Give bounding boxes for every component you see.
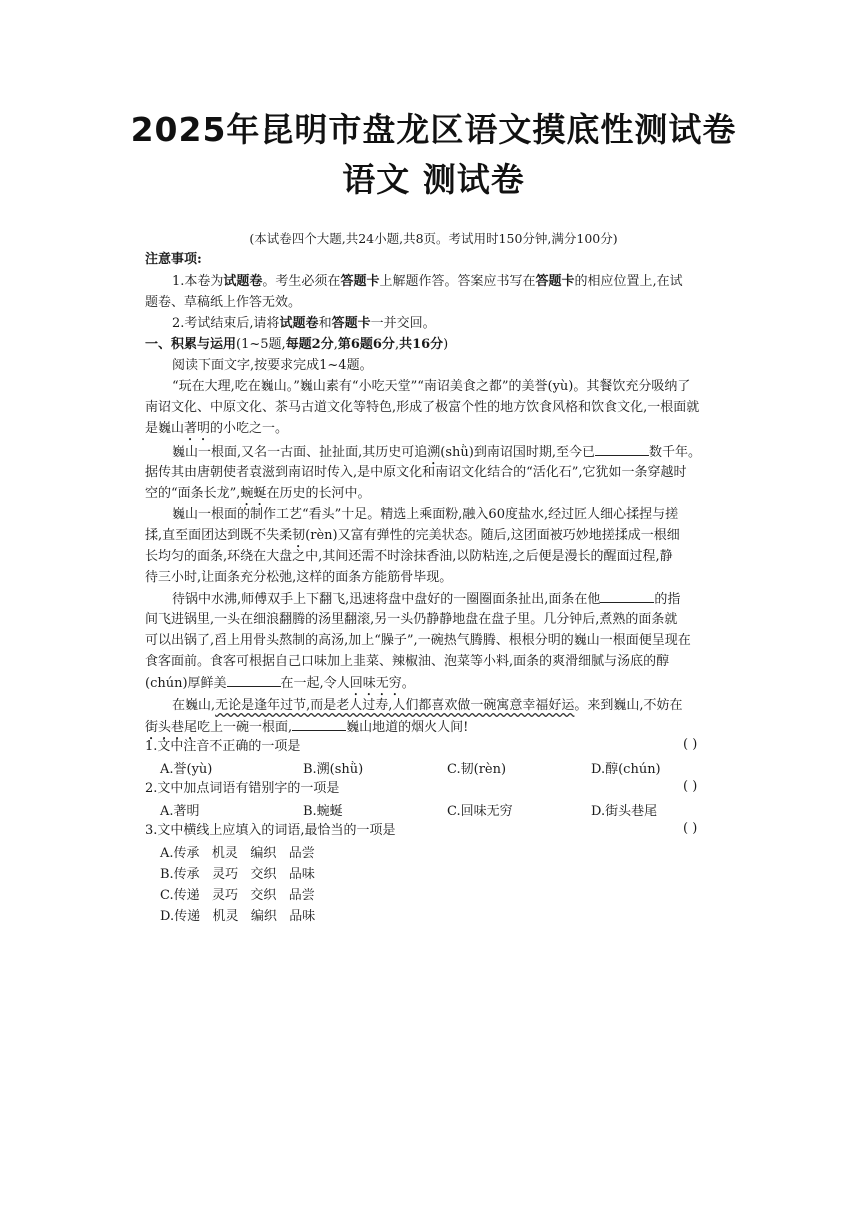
- passage-line: 间飞进锅里,一头在细浪翻腾的汤里翻滚,另一头仍静静地盘在盘子里。几分钟后,煮熟的面条就: [145, 612, 678, 627]
- passage-text: 数千年。: [648, 445, 701, 460]
- answer-paren-2[interactable]: ( ): [683, 779, 698, 794]
- note-text: 。考生必须在: [262, 274, 341, 289]
- passage-text: (rèn)又富有弹性的完美状态。随后,这团面被巧妙地搓揉成一根细: [305, 528, 680, 543]
- passage-line: [145, 419, 288, 444]
- reading-instruction: 阅读下面文字,按要求完成1~4题。: [172, 358, 373, 373]
- passage-text: 巍山一根面,又名一古面、扯扯面,其历史可追: [172, 445, 428, 460]
- section-text: ,: [333, 337, 338, 352]
- answer-paren-3[interactable]: ( ): [683, 821, 698, 836]
- option-2a[interactable]: A.著明: [160, 804, 200, 819]
- option-3b[interactable]: B.传承 灵巧 交织 品味: [160, 867, 315, 882]
- section-text: 第6题6分: [337, 337, 395, 352]
- option-1c[interactable]: C.韧(rèn): [447, 762, 507, 777]
- section-text: 一、积累与运用: [145, 337, 237, 352]
- dotted-word: 回味无穷: [349, 676, 402, 691]
- passage-text: 的小吃之一。: [210, 421, 289, 436]
- exam-title: 2025年昆明市盘龙区语文摸底性测试卷: [130, 110, 737, 149]
- dotted-word: 蜿蜒: [240, 486, 267, 501]
- notes-heading: 注意事项:: [145, 252, 202, 267]
- passage-text: 的指: [654, 592, 681, 607]
- answer-paren-1[interactable]: ( ): [683, 737, 698, 752]
- passage-text: 揉,直至面团达到既不失柔: [145, 528, 293, 543]
- note-text: 上解题作答。答案应书写在: [379, 274, 536, 289]
- note-bold: 试题卷: [223, 274, 263, 289]
- passage-text: 空的“面条长龙”,: [145, 486, 241, 501]
- option-2b[interactable]: B.蜿蜒: [303, 804, 343, 819]
- passage-text: 在一起,令人: [280, 676, 350, 691]
- passage-text: 在历史的长河中。: [266, 486, 371, 501]
- passage-line: “玩在大理,吃在巍山。”巍山素有“小吃天堂”“南诏美食之都”的美誉(yù)。其餐饮充分吸纳了: [172, 379, 691, 394]
- passage-line: 据传其由唐朝使者袁滋到南诏时传入,是中原文化和南诏文化结合的“活化石”,它犹如一条穿越时: [145, 465, 687, 480]
- note-text: 2.考试结束后,请将: [172, 316, 280, 331]
- option-1d[interactable]: D.醇(chún): [591, 762, 661, 777]
- option-1b[interactable]: B.溯(shǜ): [303, 762, 364, 777]
- fill-blank-2[interactable]: [600, 589, 654, 603]
- option-2d[interactable]: D.街头巷尾: [591, 804, 658, 819]
- option-3c[interactable]: C.传递 灵巧 交织 品尝: [160, 888, 315, 903]
- passage-line: 食客面前。食客可根据自己口味加上韭菜、辣椒油、泡菜等小料,面条的爽滑细腻与汤底的醇: [145, 654, 670, 669]
- fill-blank-1[interactable]: [595, 442, 649, 456]
- section-text: 每题2分: [285, 337, 334, 352]
- option-1a[interactable]: A.誉(yù): [160, 762, 213, 777]
- note-text: 的相应位置上,在试: [574, 274, 683, 289]
- passage-text: (chún)厚鲜美: [145, 676, 227, 691]
- passage-text: 是巍山: [145, 421, 185, 436]
- note-bold: 答题卡: [535, 274, 575, 289]
- question-1-stem: 1.文中注音不正确的一项是: [145, 739, 301, 754]
- exam-info: (本试卷四个大题,共24小题,共8页。考试用时150分钟,满分100分): [249, 231, 618, 246]
- passage-line: [172, 589, 680, 610]
- passage-text: 在巍山,: [172, 698, 216, 713]
- note-1-cont: 题卷、草稿纸上作答无效。: [145, 295, 302, 310]
- section-text: 共16分: [399, 337, 444, 352]
- note-bold: 答题卡: [331, 316, 371, 331]
- passage-text: 巍山地道的烟火人间!: [346, 720, 469, 735]
- passage-text: 待锅中水沸,师傅双手上下翻飞,迅速将盘中盘好的一圈圈面条扯出,面条在他: [172, 592, 601, 607]
- wavy-underlined-sentence: 无论是逢年过节,而是老人过寿,人们都喜欢做一碗寓意幸福好运: [215, 698, 575, 713]
- option-3d[interactable]: D.传递 机灵 编织 品味: [160, 909, 316, 924]
- note-text: 1.本卷为: [172, 274, 224, 289]
- passage-text: 。来到巍山,不妨在: [574, 698, 683, 713]
- passage-text: 。: [401, 676, 415, 691]
- fill-blank-4[interactable]: [292, 717, 346, 731]
- option-2c[interactable]: C.回味无穷: [447, 804, 513, 819]
- passage-line: 可以出锅了,舀上用骨头熬制的高汤,加上“臊子”,一碗热气腾腾、根根分明的巍山一根面便呈现在: [145, 633, 691, 648]
- passage-line: 待三小时,让面条充分松弛,这样的面条方能筋骨毕现。: [145, 570, 453, 585]
- note-1: [172, 272, 683, 292]
- section-text: (1~5题,: [236, 337, 286, 352]
- note-2: [172, 314, 436, 334]
- section1-heading: [145, 335, 448, 355]
- dotted-word: 街头巷尾: [145, 720, 198, 735]
- question-2-stem: 2.文中加点词语有错别字的一项是: [145, 781, 340, 796]
- passage-line: 巍山一根面的制作工艺“看头”十足。精选上乘面粉,融入60度盐水,经过匠人细心揉捏与搓: [172, 507, 679, 522]
- section-text: ): [443, 337, 449, 352]
- option-3a[interactable]: A.传承 机灵 编织 品尝: [160, 846, 315, 861]
- note-bold: 答题卡: [340, 274, 380, 289]
- note-text: 和: [318, 316, 332, 331]
- note-text: 一并交回。: [370, 316, 436, 331]
- section-text: ,: [394, 337, 400, 352]
- passage-text: 吃上一碗一根面,: [197, 720, 293, 735]
- passage-line: 南诏文化、中原文化、茶马古道文化等特色,形成了极富个性的地方饮食风格和饮食文化,一根面就: [145, 400, 700, 415]
- exam-subtitle: 语文 测试卷: [342, 160, 525, 199]
- dotted-word: 韧: [292, 528, 306, 543]
- dotted-word: 溯: [427, 445, 441, 460]
- note-bold: 试题卷: [279, 316, 319, 331]
- question-3-stem: 3.文中横线上应填入的词语,最恰当的一项是: [145, 823, 396, 838]
- passage-text: (shǜ)到南诏国时期,至今已: [440, 445, 595, 460]
- fill-blank-3[interactable]: [227, 673, 281, 687]
- passage-line: 长均匀的面条,环绕在大盘之中,其间还需不时涂抹香油,以防粘连,之后便是漫长的醒面过程,静: [145, 549, 673, 564]
- passage-line: [172, 696, 683, 716]
- dotted-word: 著明: [184, 421, 211, 436]
